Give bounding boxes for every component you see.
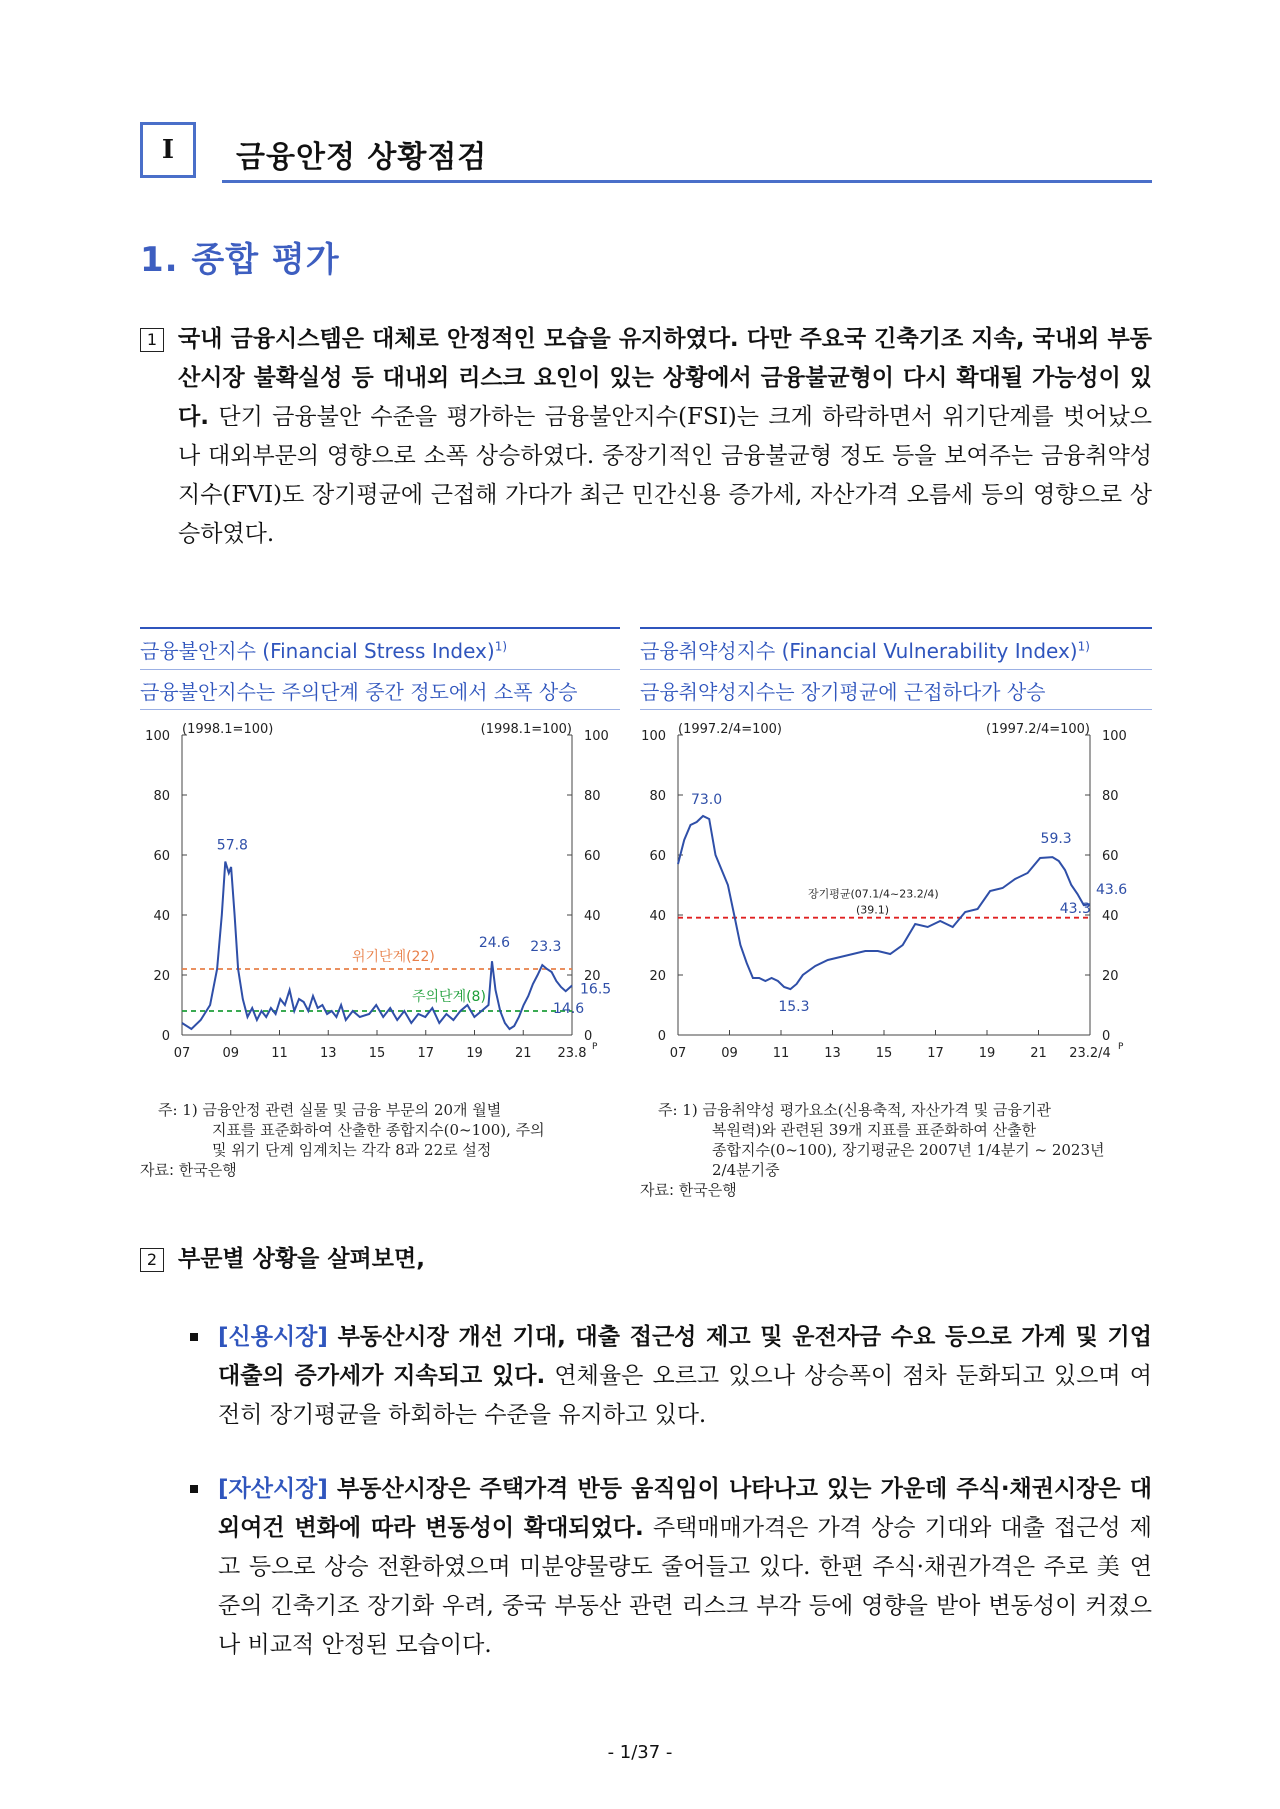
y-tick-label: 60 <box>153 849 170 864</box>
bullet-bold: 부동산시장 개선 기대, 대출 접근성 제고 및 운전자금 수요 등으로 가계 및 기업 대출의 증가세가 지속되고 있다. <box>218 1324 1152 1389</box>
data-label: 57.8 <box>216 837 248 854</box>
left-note-line: 지표를 표준화하여 산출한 종합지수(0~100), 주의 <box>212 1121 545 1139</box>
right-chart-title: 금융취약성지수 (Financial Vulnerability Index)$^{1)}$ <box>640 639 1090 663</box>
heading: 1. 종합 평가 <box>140 240 340 280</box>
series-line <box>182 862 572 1029</box>
x-tick-label: 21 <box>514 1046 532 1061</box>
right-chart-subtitle: 금융취약성지수는 장기평균에 근접하다가 상승 <box>640 680 1046 704</box>
right-source: 자료: 한국은행 <box>640 1181 737 1199</box>
data-label: 73.0 <box>690 792 723 808</box>
y-tick-label: 40 <box>153 909 170 924</box>
base-label-left: (1997.2/4=100) <box>678 722 782 737</box>
base-label-right: (1997.2/4=100) <box>986 722 1090 737</box>
data-label: 59.3 <box>1040 831 1072 848</box>
series-line <box>678 816 1090 989</box>
paragraph-number-2: 2 <box>140 1248 164 1272</box>
y-tick-label: 40 <box>649 909 666 924</box>
paragraph-1-plain: 단기 금융불안 수준을 평가하는 금융불안지수(FSI)는 크게 하락하면서 위기단계를 벗어났으나 대외부문의 영향으로 소폭 상승하였다. 중장기적인 금융불균형 정도 등을 보여주는 금융취약성지수(FVI)도 장기평균에 근접해 가다가 최근 민간신용 증가세, 자산가격 오름세 등의 영향으로 상승하였다. <box>178 404 1152 547</box>
x-tick-label: 21 <box>1030 1046 1047 1061</box>
x-tick-label: 17 <box>927 1046 944 1061</box>
left-note-line: 주: 1) 금융안정 관련 실물 및 금융 부문의 20개 월별 <box>158 1101 502 1119</box>
base-label-left: (1998.1=100) <box>182 722 274 737</box>
right-chart-bottom-rule <box>640 709 1152 710</box>
bullet-square-icon <box>190 1333 198 1341</box>
fvi-chart <box>630 720 1152 1080</box>
y-tick-label: 0 <box>657 1029 666 1044</box>
paragraph-2-bold: 부문별 상황을 살펴보면, <box>178 1246 425 1272</box>
left-chart-title-sup: 1) <box>494 639 508 654</box>
y-tick-label: 100 <box>641 729 666 744</box>
x-tick-superscript: P <box>592 1042 598 1052</box>
x-tick-label: 19 <box>466 1046 483 1061</box>
page-number: - 1/37 - <box>607 1742 673 1763</box>
x-tick-label: 09 <box>222 1046 240 1061</box>
right-chart-mid-rule <box>640 669 1152 670</box>
data-label: 16.5 <box>580 981 612 998</box>
x-tick-label: 23.2/4 <box>1069 1046 1111 1061</box>
section-underline <box>222 180 1152 183</box>
section-number: I <box>161 135 175 165</box>
x-tick-label: 15 <box>368 1046 386 1061</box>
left-source: 자료: 한국은행 <box>140 1161 237 1179</box>
left-chart-notes <box>140 1100 620 1180</box>
paragraph-1-bold: 국내 금융시스템은 대체로 안정적인 모습을 유지하였다. 다만 주요국 긴축기조 지속, 국내외 부동산시장 불확실성 등 대내외 리스크 요인이 있는 상황에서 금융불균형이 다시 확대될 가능성이 있다. <box>178 326 1152 430</box>
left-chart-mid-rule <box>140 669 620 670</box>
y-tick-label: 80 <box>649 789 666 804</box>
paragraph-1 <box>140 320 1152 554</box>
y-tick-label: 20 <box>649 969 666 984</box>
x-tick-label: 11 <box>772 1046 790 1061</box>
y-tick-label: 60 <box>584 849 601 864</box>
left-chart-top-rule <box>140 627 620 629</box>
left-note-line: 및 위기 단계 임계치는 각각 8과 22로 설정 <box>212 1141 492 1159</box>
y-tick-label: 100 <box>145 729 170 744</box>
right-note-line: 2/4분기중 <box>712 1161 780 1179</box>
data-label: 24.6 <box>478 935 510 952</box>
data-label: 23.3 <box>530 939 562 956</box>
left-chart-bottom-rule <box>140 709 620 710</box>
y-tick-label: 40 <box>584 909 601 924</box>
right-note-line: 복원력)와 관련된 39개 지표를 표준화하여 산출한 <box>712 1121 1037 1139</box>
left-chart-title: 금융불안지수 (Financial Stress Index)$^{1)}$ <box>140 639 508 663</box>
y-tick-label: 20 <box>584 969 601 984</box>
x-tick-label: 13 <box>319 1046 337 1061</box>
base-label-right: (1998.1=100) <box>480 722 572 737</box>
bullet-plain: 주택매매가격은 가격 상승 기대와 대출 접근성 제고 등으로 상승 전환하였으며 미분양물량도 줄어들고 있다. 한편 주식·채권가격은 주로 美 연준의 긴축기조 장기화 우려, 중국 부동산 관련 리스크 부각 등에 영향을 받아 변동성이 커졌으나 비교적 안정된 모습이다. <box>218 1515 1152 1658</box>
y-tick-label: 0 <box>161 1029 170 1044</box>
data-label: 14.6 <box>553 1001 585 1018</box>
x-tick-label: 19 <box>978 1046 996 1061</box>
right-chart-top-rule <box>640 627 1152 629</box>
threshold-value-label: (39.1) <box>856 903 890 917</box>
bullet-tag: [자산시장] <box>218 1476 328 1502</box>
bullet-tag: [신용시장] <box>218 1324 328 1350</box>
bullet-bold: 부동산시장은 주택가격 반등 움직임이 나타나고 있는 가운데 주식·채권시장은 대외여건 변화에 따라 변동성이 확대되었다. <box>218 1476 1152 1541</box>
y-tick-label: 60 <box>649 849 666 864</box>
section-number-box <box>140 122 196 178</box>
threshold-label: 위기단계(22) <box>352 949 435 965</box>
y-tick-label: 40 <box>1102 909 1119 924</box>
y-tick-label: 20 <box>153 969 170 984</box>
y-tick-label: 80 <box>153 789 170 804</box>
data-label: 43.6 <box>1096 882 1128 899</box>
threshold-label: 주의단계(8) <box>412 989 486 1005</box>
right-chart-notes <box>640 1100 1152 1200</box>
x-tick-label: 23.8 <box>557 1046 587 1061</box>
bullet-credit-market <box>190 1318 1152 1435</box>
y-tick-label: 100 <box>584 729 609 744</box>
section-title: 금융안정 상황점검 <box>236 140 488 175</box>
y-tick-label: 80 <box>584 789 601 804</box>
paragraph-2 <box>140 1240 1152 1279</box>
x-tick-label: 07 <box>669 1046 687 1061</box>
threshold-label: 장기평균(07.1/4~23.2/4) <box>808 887 939 901</box>
y-tick-label: 0 <box>1102 1029 1111 1044</box>
y-tick-label: 60 <box>1102 849 1119 864</box>
data-label: 43.3 <box>1059 901 1091 918</box>
y-tick-label: 20 <box>1102 969 1119 984</box>
right-note-line: 주: 1) 금융취약성 평가요소(신용축적, 자산가격 및 금융기관 <box>658 1101 1051 1119</box>
bullet-plain: 연체율은 오르고 있으나 상승폭이 점차 둔화되고 있으며 여전히 장기평균을 하회하는 수준을 유지하고 있다. <box>218 1363 1152 1428</box>
left-chart-subtitle: 금융불안지수는 주의단계 중간 정도에서 소폭 상승 <box>140 680 578 704</box>
right-chart-title-sup: 1) <box>1077 639 1090 654</box>
x-tick-label: 13 <box>824 1046 841 1061</box>
x-tick-superscript: P <box>1118 1042 1124 1052</box>
x-tick-label: 17 <box>417 1046 435 1061</box>
paragraph-number-1: 1 <box>140 328 164 352</box>
bullet-asset-market <box>190 1470 1152 1665</box>
right-note-line: 종합지수(0~100), 장기평균은 2007년 1/4분기 ~ 2023년 <box>712 1141 1105 1159</box>
y-tick-label: 80 <box>1102 789 1119 804</box>
y-tick-label: 100 <box>1102 729 1127 744</box>
x-tick-label: 07 <box>173 1046 191 1061</box>
y-tick-label: 0 <box>584 1029 593 1044</box>
x-tick-label: 11 <box>271 1046 288 1061</box>
fsi-chart <box>130 720 620 1080</box>
bullet-square-icon <box>190 1485 198 1493</box>
x-tick-label: 09 <box>721 1046 738 1061</box>
data-label: 15.3 <box>778 999 810 1016</box>
x-tick-label: 15 <box>875 1046 893 1061</box>
